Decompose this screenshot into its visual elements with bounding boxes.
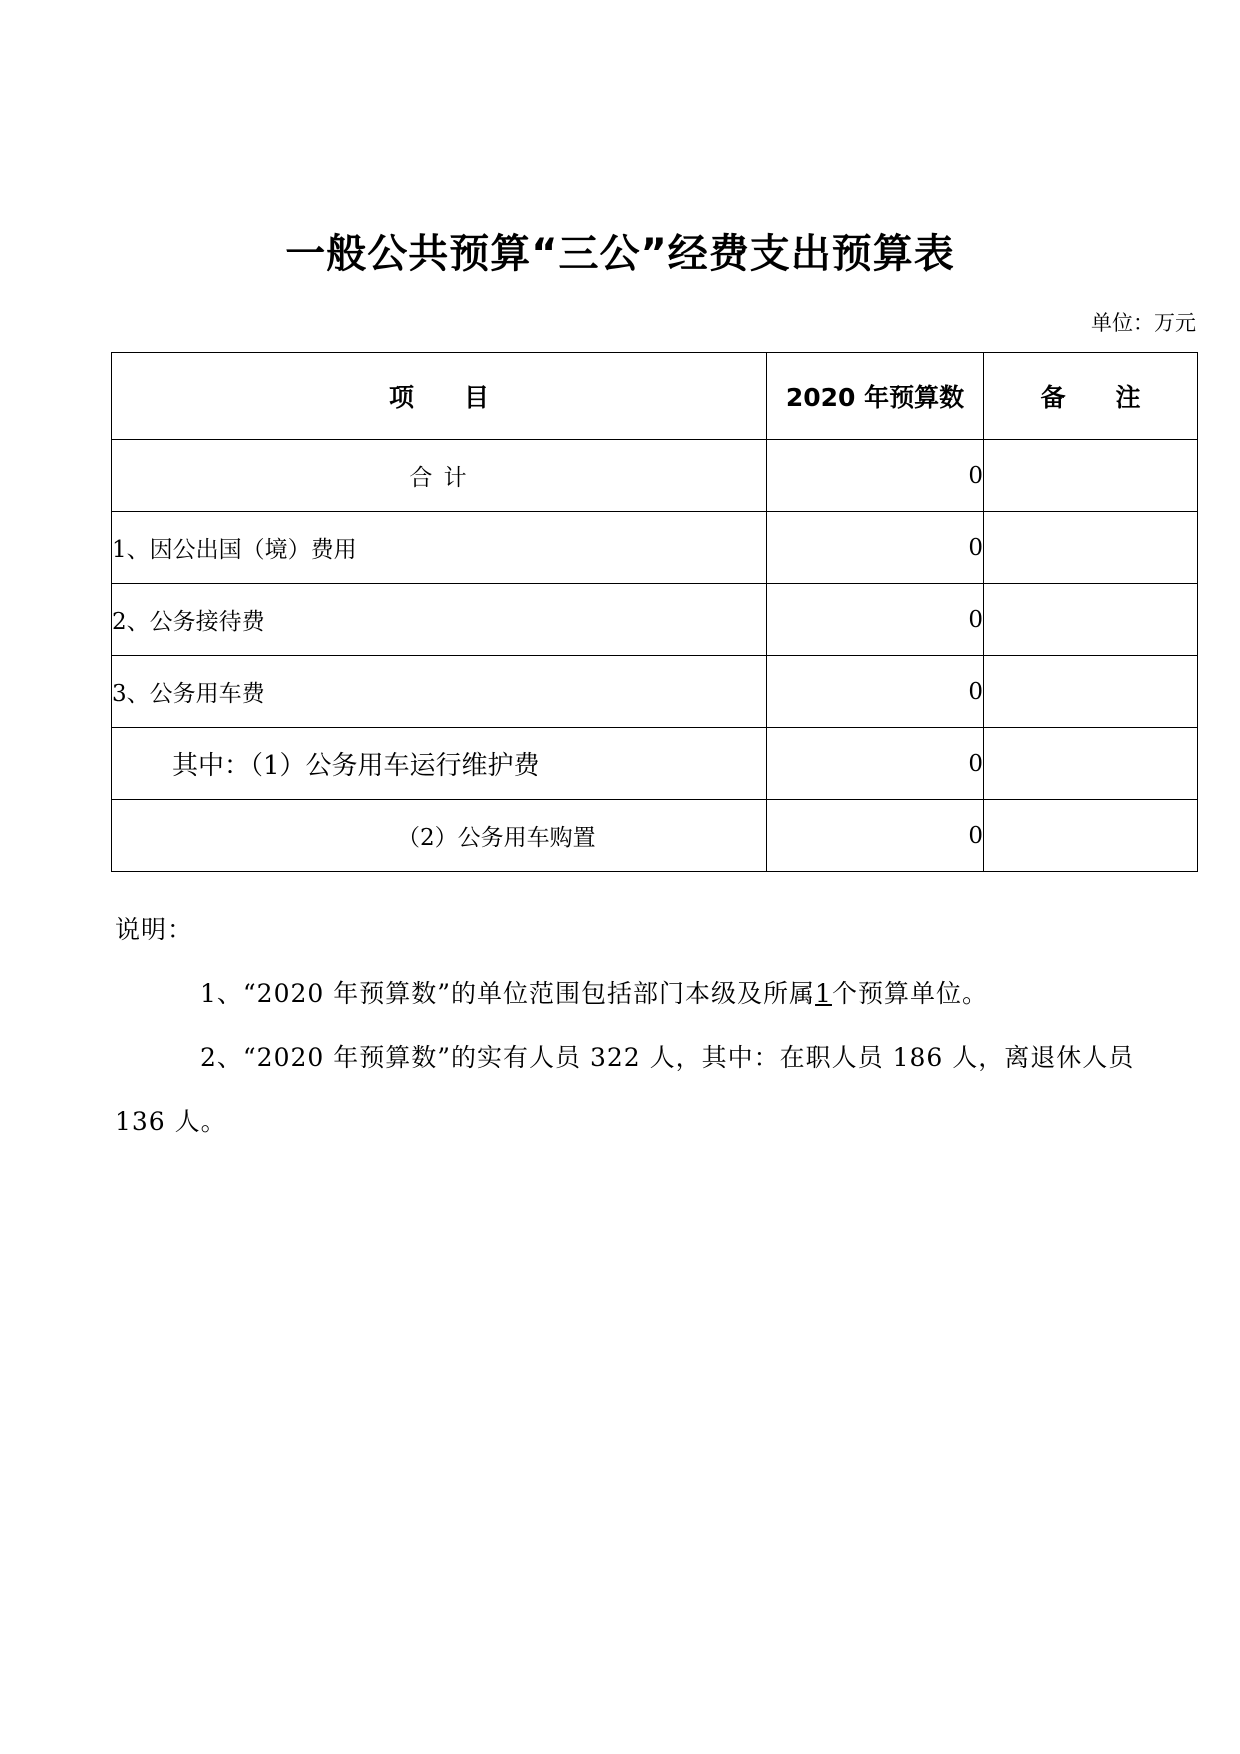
table-row xyxy=(112,584,1198,656)
row-label: 合 计 xyxy=(112,440,767,512)
note-item-1 xyxy=(115,962,1185,1026)
table-row xyxy=(112,656,1198,728)
note-item-2: 2、“2020 年预算数”的实有人员 322 人，其中：在职人员 186 人，离退休人员 136 人。 xyxy=(115,1043,1135,1136)
notes-section xyxy=(115,898,1185,1154)
row-value: 0 xyxy=(767,440,984,512)
table-header-row xyxy=(112,353,1198,440)
budget-table xyxy=(111,352,1198,872)
header-note: 备 注 xyxy=(984,353,1198,440)
page-title: 一般公共预算“三公”经费支出预算表 xyxy=(285,231,955,277)
table-row xyxy=(112,728,1198,800)
row-label: 其中：（1）公务用车运行维护费 xyxy=(112,728,767,800)
row-value: 0 xyxy=(767,584,984,656)
row-value: 0 xyxy=(767,728,984,800)
table-row xyxy=(112,800,1198,872)
row-note xyxy=(984,728,1198,800)
notes-heading: 说明： xyxy=(115,915,194,944)
note-item-1-tail: 个预算单位。 xyxy=(831,979,988,1008)
row-note xyxy=(984,440,1198,512)
note-item-1-count: 1 xyxy=(815,979,832,1008)
row-note xyxy=(984,656,1198,728)
unit-label: 单位：万元 xyxy=(1091,311,1196,335)
row-note xyxy=(984,512,1198,584)
table-row-total xyxy=(112,440,1198,512)
row-note xyxy=(984,584,1198,656)
row-label: （2）公务用车购置 xyxy=(112,800,767,872)
row-label: 1、因公出国（境）费用 xyxy=(112,512,767,584)
row-value: 0 xyxy=(767,512,984,584)
table-row xyxy=(112,512,1198,584)
row-value: 0 xyxy=(767,800,984,872)
row-label: 3、公务用车费 xyxy=(112,656,767,728)
row-label: 2、公务接待费 xyxy=(112,584,767,656)
header-budget: 2020 年预算数 xyxy=(767,353,984,440)
row-note xyxy=(984,800,1198,872)
header-item: 项 目 xyxy=(112,353,767,440)
note-item-1-text: 1、“2020 年预算数”的单位范围包括部门本级及所属 xyxy=(200,979,816,1008)
row-value: 0 xyxy=(767,656,984,728)
